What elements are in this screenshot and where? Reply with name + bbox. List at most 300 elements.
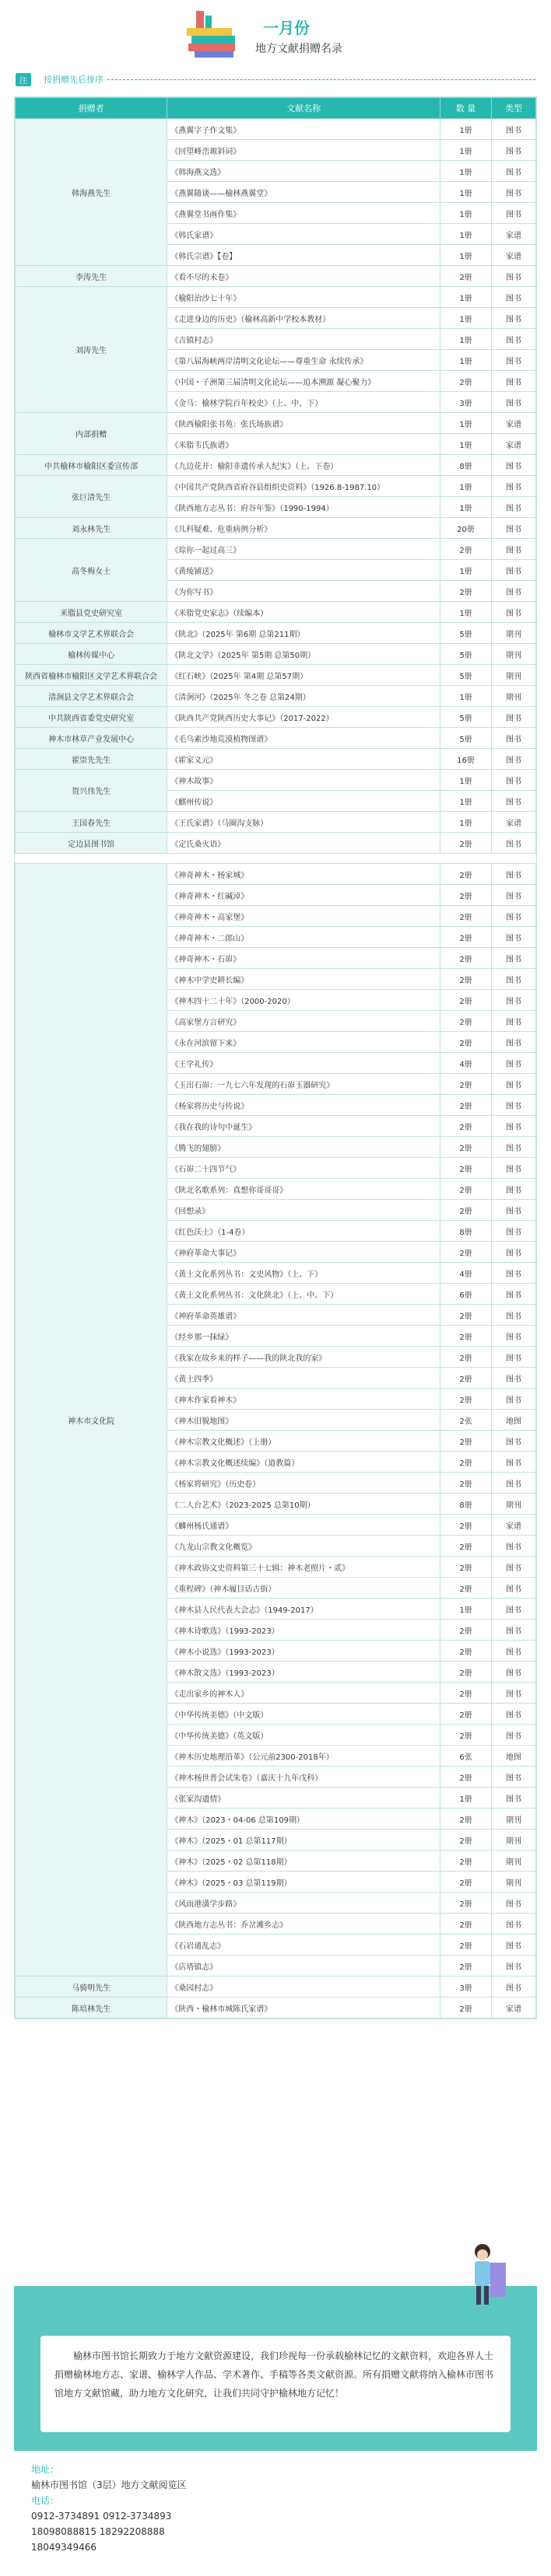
name-cell: 《神木杨世普会试朱卷》（嘉庆十九年戊科） — [167, 1767, 440, 1788]
header-qty: 数 量 — [440, 98, 492, 119]
phone-label: 电话： — [31, 2495, 60, 2506]
name-cell: 《韩氏宗谱》【卷】 — [167, 245, 440, 266]
name-cell: 《中国・子洲第三届清明文化论坛——追本溯源 凝心聚力》 — [167, 371, 440, 392]
name-cell: 《杨家将研究》（历史卷） — [167, 1473, 440, 1494]
type-cell: 图书 — [491, 770, 535, 791]
type-cell: 图书 — [491, 1977, 535, 1998]
donor-cell: 刘涛先生 — [16, 287, 167, 413]
donor-cell: 中共榆林市榆阳区委宣传部 — [16, 455, 167, 476]
type-cell: 期刊 — [491, 1494, 535, 1515]
donor-cell: 榆林市文学艺术界联合会 — [16, 623, 167, 644]
donor-cell: 高冬梅女士 — [16, 539, 167, 602]
table-row — [16, 812, 536, 833]
type-cell: 图书 — [491, 1305, 535, 1326]
table-header-row — [16, 98, 536, 119]
sort-text: 按捐赠先后排序 — [44, 75, 104, 85]
donor-cell: 韩海燕先生 — [16, 119, 167, 266]
qty-cell: 2册 — [440, 1536, 492, 1557]
qty-cell: 2册 — [440, 1137, 492, 1158]
type-cell: 图书 — [491, 1620, 535, 1641]
qty-cell: 2册 — [440, 1767, 492, 1788]
type-cell: 图书 — [491, 927, 535, 948]
name-cell: 《定氏桑火语》 — [167, 833, 440, 854]
table-row — [16, 413, 536, 434]
type-cell: 图书 — [491, 948, 535, 969]
qty-cell: 1册 — [440, 308, 492, 329]
name-cell: 《神木宗教文化概述续编》（道教篇） — [167, 1452, 440, 1473]
name-cell: 《二人台艺术》（2023-2025 总第10期） — [167, 1494, 440, 1515]
address: 榆林市图书馆（3层）地方文献阅览区 — [31, 2480, 187, 2490]
type-cell: 图书 — [491, 885, 535, 906]
table-row — [16, 770, 536, 791]
qty-cell: 2册 — [440, 1998, 492, 2019]
type-cell: 图书 — [491, 119, 535, 140]
table-row — [16, 602, 536, 623]
type-cell: 图书 — [491, 1473, 535, 1494]
qty-cell: 2册 — [440, 1179, 492, 1200]
name-cell: 《陕北文学》（2025年 第5期 总第50期） — [167, 644, 440, 665]
name-cell: 《王氏家谱》（马圈沟支脉） — [167, 812, 440, 833]
qty-cell: 6册 — [440, 1284, 492, 1305]
qty-cell: 2册 — [440, 1431, 492, 1452]
books-icon — [181, 6, 243, 61]
table-row — [16, 518, 536, 539]
name-cell: 《经乡那一抹绿》 — [167, 1326, 440, 1347]
name-cell: 《中国共产党陕西省府谷县组织史资料》（1926.8-1987.10） — [167, 476, 440, 497]
name-cell: 《走出家乡的神木人》 — [167, 1683, 440, 1704]
qty-cell: 5册 — [440, 644, 492, 665]
qty-cell: 2册 — [440, 1662, 492, 1683]
qty-cell: 2册 — [440, 1683, 492, 1704]
name-cell: 《回望峰峦塬斜词》 — [167, 140, 440, 161]
qty-cell: 2册 — [440, 1032, 492, 1053]
qty-cell: 1册 — [440, 182, 492, 203]
type-cell: 图书 — [491, 539, 535, 560]
type-cell: 图书 — [491, 1641, 535, 1662]
type-cell: 期刊 — [491, 1830, 535, 1851]
type-cell: 图书 — [491, 1683, 535, 1704]
type-cell: 图书 — [491, 1599, 535, 1620]
donor-cell: 刘永林先生 — [16, 518, 167, 539]
donor-cell: 贺兴伟先生 — [16, 770, 167, 812]
qty-cell: 3册 — [440, 392, 492, 413]
table-row — [16, 119, 536, 140]
donor-cell: 王国春先生 — [16, 812, 167, 833]
donor-cell: 陈培林先生 — [16, 1998, 167, 2019]
type-cell: 期刊 — [491, 623, 535, 644]
donor-cell: 霍崇先先生 — [16, 749, 167, 770]
donor-cell: 中共陕西省委党史研究室 — [16, 707, 167, 728]
name-cell: 《麟州杨氏通谱》 — [167, 1515, 440, 1536]
type-cell: 家谱 — [491, 1515, 535, 1536]
girl-with-book-icon — [458, 2239, 520, 2309]
type-cell: 图书 — [491, 1263, 535, 1284]
qty-cell: 2册 — [440, 1641, 492, 1662]
type-cell: 图书 — [491, 392, 535, 413]
name-cell: 《陕西地方志丛书：乔岔滩乡志》 — [167, 1914, 440, 1935]
qty-cell: 2册 — [440, 1095, 492, 1116]
name-cell: 《神木历史地理沿革》（公元前2300-2018年） — [167, 1746, 440, 1767]
qty-cell: 8册 — [440, 455, 492, 476]
qty-cell: 1册 — [440, 287, 492, 308]
qty-cell: 2册 — [440, 1809, 492, 1830]
type-cell: 地图 — [491, 1746, 535, 1767]
name-cell: 《玉出石峁：一九七六年发现的石峁玉器研究》 — [167, 1074, 440, 1095]
type-cell: 图书 — [491, 833, 535, 854]
type-cell: 图书 — [491, 371, 535, 392]
table-row — [16, 287, 536, 308]
qty-cell: 2册 — [440, 1704, 492, 1725]
type-cell: 家谱 — [491, 245, 535, 266]
page-subtitle: 地方文献捐赠名录 — [255, 43, 342, 55]
name-cell: 《石峁二十四节气》 — [167, 1158, 440, 1179]
type-cell: 家谱 — [491, 413, 535, 434]
name-cell: 《琮你一起过高三》 — [167, 539, 440, 560]
name-cell: 《吉镇村志》 — [167, 329, 440, 350]
name-cell: 《麒州传说》 — [167, 791, 440, 812]
page-title: 一月份 — [263, 19, 310, 37]
table-row — [16, 665, 536, 686]
name-cell: 《风雨港潢学步路》 — [167, 1893, 440, 1914]
type-cell: 图书 — [491, 308, 535, 329]
table-row — [16, 749, 536, 770]
name-cell: 《黄土四季》 — [167, 1368, 440, 1389]
qty-cell: 2册 — [440, 1242, 492, 1263]
qty-cell: 1册 — [440, 476, 492, 497]
qty-cell: 3册 — [440, 1977, 492, 1998]
footer-intro: 榆林市图书馆长期致力于地方文献资源建设，我们珍视每一份承载榆林记忆的文献资料，欢迎各界人士捐赠榆林地方志、家谱、榆林学人作品、学术著作、手稿等各类文献资源。所有捐赠文献将纳入榆林市图书馆地方文献馆藏，助力地方文化研究，让我们共同守护榆林地方记忆！ — [54, 2351, 494, 2399]
qty-cell: 2册 — [440, 833, 492, 854]
qty-cell: 1册 — [440, 434, 492, 455]
header-donor: 捐赠者 — [16, 98, 167, 119]
name-cell: 《神木散文选》（1993-2023） — [167, 1662, 440, 1683]
name-cell: 《高家堡方言研究》 — [167, 1011, 440, 1032]
name-cell: 《红石峡》（2025年 第4期 总第57期） — [167, 665, 440, 686]
qty-cell: 1册 — [440, 686, 492, 707]
type-cell: 图书 — [491, 1284, 535, 1305]
qty-cell: 2册 — [440, 539, 492, 560]
type-cell: 家谱 — [491, 1998, 535, 2019]
name-cell: 《第八届海峡两岸清明文化论坛——尊重生命 永续传承》 — [167, 350, 440, 371]
name-cell: 《清涧河》（2025年 冬之卷 总第24期） — [167, 686, 440, 707]
table-row — [16, 266, 536, 287]
name-cell: 《神木宗教文化概述》（上册） — [167, 1431, 440, 1452]
table-row — [16, 539, 536, 560]
qty-cell: 2册 — [440, 864, 492, 885]
type-cell: 图书 — [491, 560, 535, 581]
qty-cell: 2册 — [440, 1473, 492, 1494]
name-cell: 《韩海燕文选》 — [167, 161, 440, 182]
qty-cell: 2册 — [440, 1347, 492, 1368]
qty-cell: 2册 — [440, 1305, 492, 1326]
donor-cell: 张巨清先生 — [16, 476, 167, 518]
table-body — [16, 119, 536, 2019]
qty-cell: 6张 — [440, 1746, 492, 1767]
name-cell: 《神木政协文史资料第三十七辑：神木老照片・贰》 — [167, 1557, 440, 1578]
qty-cell: 1册 — [440, 329, 492, 350]
type-cell: 图书 — [491, 329, 535, 350]
type-cell: 图书 — [491, 1557, 535, 1578]
qty-cell: 5册 — [440, 623, 492, 644]
divider — [107, 79, 535, 80]
name-cell: 《陕西榆阳张书苑：张氏场族谱》 — [167, 413, 440, 434]
donor-cell: 神木市林草产业发展中心 — [16, 728, 167, 749]
qty-cell: 2册 — [440, 927, 492, 948]
donor-cell: 榆林传媒中心 — [16, 644, 167, 665]
qty-cell: 2册 — [440, 990, 492, 1011]
qty-cell: 5册 — [440, 665, 492, 686]
donor-cell: 李涛先生 — [16, 266, 167, 287]
donor-cell: 内部捐赠 — [16, 413, 167, 455]
qty-cell: 2册 — [440, 948, 492, 969]
type-cell: 图书 — [491, 518, 535, 539]
type-cell: 地图 — [491, 1410, 535, 1431]
name-cell: 《张家沟遗情》 — [167, 1788, 440, 1809]
donor-cell: 陕西省榆林市榆阳区文学艺术界联合会 — [16, 665, 167, 686]
type-cell: 图书 — [491, 1788, 535, 1809]
name-cell: 《店塔镇志》 — [167, 1956, 440, 1977]
qty-cell: 2册 — [440, 1893, 492, 1914]
qty-cell: 2册 — [440, 1452, 492, 1473]
table-row — [16, 833, 536, 854]
header — [0, 0, 551, 70]
qty-cell: 2册 — [440, 1389, 492, 1410]
qty-cell: 2册 — [440, 885, 492, 906]
table-gap — [16, 854, 536, 864]
type-cell: 图书 — [491, 707, 535, 728]
type-cell: 图书 — [491, 140, 535, 161]
name-cell: 《陕西共产党陕西历史大事记》（2017-2022） — [167, 707, 440, 728]
qty-cell: 1册 — [440, 1788, 492, 1809]
type-cell: 图书 — [491, 990, 535, 1011]
name-cell: 《红色沃土》（1-4卷） — [167, 1221, 440, 1242]
name-cell: 《神奇神木・杨家城》 — [167, 864, 440, 885]
name-cell: 《霍家义元》 — [167, 749, 440, 770]
qty-cell: 2册 — [440, 1914, 492, 1935]
type-cell: 图书 — [491, 455, 535, 476]
name-cell: 《走进身边的历史》（榆林高新中学校本教材） — [167, 308, 440, 329]
name-cell: 《神木》（2023・04-06 总第109期） — [167, 1809, 440, 1830]
name-cell: 《神木四十二十年》（2000-2020） — [167, 990, 440, 1011]
type-cell: 图书 — [491, 1725, 535, 1746]
type-cell: 图书 — [491, 1893, 535, 1914]
name-cell: 《中华传统美德》（中文版） — [167, 1704, 440, 1725]
name-cell: 《神奇神木・红碱淖》 — [167, 885, 440, 906]
type-cell: 图书 — [491, 1326, 535, 1347]
name-cell: 《黄土文化系列丛书：文化陕北》（上、中、下） — [167, 1284, 440, 1305]
type-cell: 图书 — [491, 1095, 535, 1116]
qty-cell: 2册 — [440, 266, 492, 287]
name-cell: 《回想录》 — [167, 1200, 440, 1221]
name-cell: 《米脂党史家志》（续编本） — [167, 602, 440, 623]
qty-cell: 20册 — [440, 518, 492, 539]
table-row — [16, 1977, 536, 1998]
qty-cell: 2册 — [440, 1368, 492, 1389]
qty-cell: 2册 — [440, 371, 492, 392]
qty-cell: 1册 — [440, 560, 492, 581]
table-row — [16, 728, 536, 749]
name-cell: 《王学礼传》 — [167, 1053, 440, 1074]
type-cell: 图书 — [491, 1347, 535, 1368]
name-cell: 《重程碑》（神木履目话古街） — [167, 1578, 440, 1599]
type-cell: 图书 — [491, 1221, 535, 1242]
type-cell: 期刊 — [491, 1809, 535, 1830]
qty-cell: 2册 — [440, 1116, 492, 1137]
type-cell: 家谱 — [491, 812, 535, 833]
name-cell: 《我家在故乡来的样子——我的陕北我的家》 — [167, 1347, 440, 1368]
address-label: 地址： — [31, 2464, 60, 2475]
qty-cell: 1册 — [440, 413, 492, 434]
type-cell: 图书 — [491, 1200, 535, 1221]
type-cell: 图书 — [491, 1074, 535, 1095]
table-row — [16, 644, 536, 665]
donor-cell: 米脂县党史研究室 — [16, 602, 167, 623]
type-cell: 图书 — [491, 182, 535, 203]
name-cell: 《陕北名歌系列：真想你哥哥哥》 — [167, 1179, 440, 1200]
qty-cell: 2册 — [440, 1074, 492, 1095]
type-cell: 期刊 — [491, 644, 535, 665]
type-cell: 图书 — [491, 749, 535, 770]
qty-cell: 2册 — [440, 1851, 492, 1872]
table-row — [16, 707, 536, 728]
qty-cell: 1册 — [440, 350, 492, 371]
type-cell: 家谱 — [491, 224, 535, 245]
qty-cell: 2册 — [440, 1956, 492, 1977]
table-row — [16, 1998, 536, 2019]
name-cell: 《杨家将历史与传说》 — [167, 1095, 440, 1116]
qty-cell: 1册 — [440, 245, 492, 266]
qty-cell: 8册 — [440, 1221, 492, 1242]
qty-cell: 1册 — [440, 791, 492, 812]
name-cell: 《永在河滨留下来》 — [167, 1032, 440, 1053]
qty-cell: 1册 — [440, 812, 492, 833]
name-cell: 《神府革命英雄谱》 — [167, 1305, 440, 1326]
name-cell: 《燕翼堂书画作集》 — [167, 203, 440, 224]
name-cell: 《九边花开：榆阳非遗传承人纪实》（上、下卷） — [167, 455, 440, 476]
name-cell: 《燕翼字子作文集》 — [167, 119, 440, 140]
qty-cell: 5册 — [440, 707, 492, 728]
name-cell: 《腾飞的翅膀》 — [167, 1137, 440, 1158]
name-cell: 《神木小说选》（1993-2023） — [167, 1641, 440, 1662]
name-cell: 《金马：榆林学院百年校史》（上、中、下） — [167, 392, 440, 413]
qty-cell: 2册 — [440, 969, 492, 990]
qty-cell: 16册 — [440, 749, 492, 770]
type-cell: 图书 — [491, 906, 535, 927]
type-cell: 图书 — [491, 287, 535, 308]
sort-note — [16, 70, 535, 89]
type-cell: 图书 — [491, 1179, 535, 1200]
name-cell: 《毛乌素沙地荒漠植物图谱》 — [167, 728, 440, 749]
name-cell: 《为你写书》 — [167, 581, 440, 602]
name-cell: 《我在我的诗句中诞生》 — [167, 1116, 440, 1137]
type-cell: 图书 — [491, 1536, 535, 1557]
sort-tag: 注 — [16, 73, 31, 86]
name-cell: 《黄绫铺送》 — [167, 560, 440, 581]
name-cell: 《神木故事》 — [167, 770, 440, 791]
qty-cell: 2册 — [440, 1011, 492, 1032]
name-cell: 《黄土文化系列丛书：文史风物》（上、下） — [167, 1263, 440, 1284]
name-cell: 《神木作家看神木》 — [167, 1389, 440, 1410]
qty-cell: 4册 — [440, 1263, 492, 1284]
name-cell: 《神木》（2025・03 总第119期） — [167, 1872, 440, 1893]
name-cell: 《神木》（2025・02 总第118期） — [167, 1851, 440, 1872]
name-cell: 《神府革命大事记》 — [167, 1242, 440, 1263]
donor-cell: 清涧县文学艺术界联合会 — [16, 686, 167, 707]
type-cell: 期刊 — [491, 665, 535, 686]
qty-cell: 2册 — [440, 1830, 492, 1851]
name-cell: 《九龙山宗教文化概览》 — [167, 1536, 440, 1557]
type-cell: 图书 — [491, 1158, 535, 1179]
type-cell: 图书 — [491, 1368, 535, 1389]
type-cell: 图书 — [491, 1578, 535, 1599]
type-cell: 图书 — [491, 1137, 535, 1158]
footer — [14, 2286, 537, 2576]
type-cell: 图书 — [491, 864, 535, 885]
footer-intro-box — [40, 2336, 511, 2432]
name-cell: 《神木》（2025・01 总第117期） — [167, 1830, 440, 1851]
qty-cell: 5册 — [440, 728, 492, 749]
table-row — [16, 623, 536, 644]
qty-cell: 4册 — [440, 1053, 492, 1074]
qty-cell: 8册 — [440, 1494, 492, 1515]
contact-info — [14, 2451, 537, 2576]
name-cell: 《石岩通乱志》 — [167, 1935, 440, 1956]
qty-cell: 2册 — [440, 1200, 492, 1221]
type-cell: 图书 — [491, 497, 535, 518]
qty-cell: 1册 — [440, 497, 492, 518]
table-row — [16, 864, 536, 885]
type-cell: 图书 — [491, 1767, 535, 1788]
qty-cell: 2册 — [440, 1515, 492, 1536]
header-type: 类型 — [491, 98, 535, 119]
name-cell: 《神木中学史耕长编》 — [167, 969, 440, 990]
type-cell: 图书 — [491, 1935, 535, 1956]
type-cell: 图书 — [491, 1431, 535, 1452]
type-cell: 图书 — [491, 1956, 535, 1977]
name-cell: 《燕翼随谈——榆林燕翼堂》 — [167, 182, 440, 203]
type-cell: 图书 — [491, 1914, 535, 1935]
type-cell: 图书 — [491, 1011, 535, 1032]
phone-line: 0912-3734891 0912-3734893 — [31, 2511, 172, 2522]
qty-cell: 2册 — [440, 1158, 492, 1179]
qty-cell: 2册 — [440, 906, 492, 927]
qty-cell: 2册 — [440, 581, 492, 602]
type-cell: 家谱 — [491, 434, 535, 455]
donor-cell: 定边县图书馆 — [16, 833, 167, 854]
name-cell: 《神木县人民代表大会志》（1949-2017） — [167, 1599, 440, 1620]
qty-cell: 2册 — [440, 1935, 492, 1956]
qty-cell: 2册 — [440, 1557, 492, 1578]
donation-table — [14, 96, 537, 2019]
type-cell: 图书 — [491, 602, 535, 623]
name-cell: 《榆阳治沙七十年》 — [167, 287, 440, 308]
type-cell: 图书 — [491, 1053, 535, 1074]
type-cell: 图书 — [491, 203, 535, 224]
type-cell: 图书 — [491, 161, 535, 182]
qty-cell: 2册 — [440, 1725, 492, 1746]
qty-cell: 1册 — [440, 1599, 492, 1620]
name-cell: 《陕西地方志丛书：府谷年鉴》（1990-1994） — [167, 497, 440, 518]
donor-cell: 马骑明先生 — [16, 1977, 167, 1998]
type-cell: 图书 — [491, 350, 535, 371]
qty-cell: 2册 — [440, 1620, 492, 1641]
qty-cell: 1册 — [440, 770, 492, 791]
donor-cell: 神木市文化院 — [16, 864, 167, 1977]
type-cell: 期刊 — [491, 1851, 535, 1872]
type-cell: 期刊 — [491, 1872, 535, 1893]
type-cell: 图书 — [491, 1032, 535, 1053]
type-cell: 图书 — [491, 728, 535, 749]
